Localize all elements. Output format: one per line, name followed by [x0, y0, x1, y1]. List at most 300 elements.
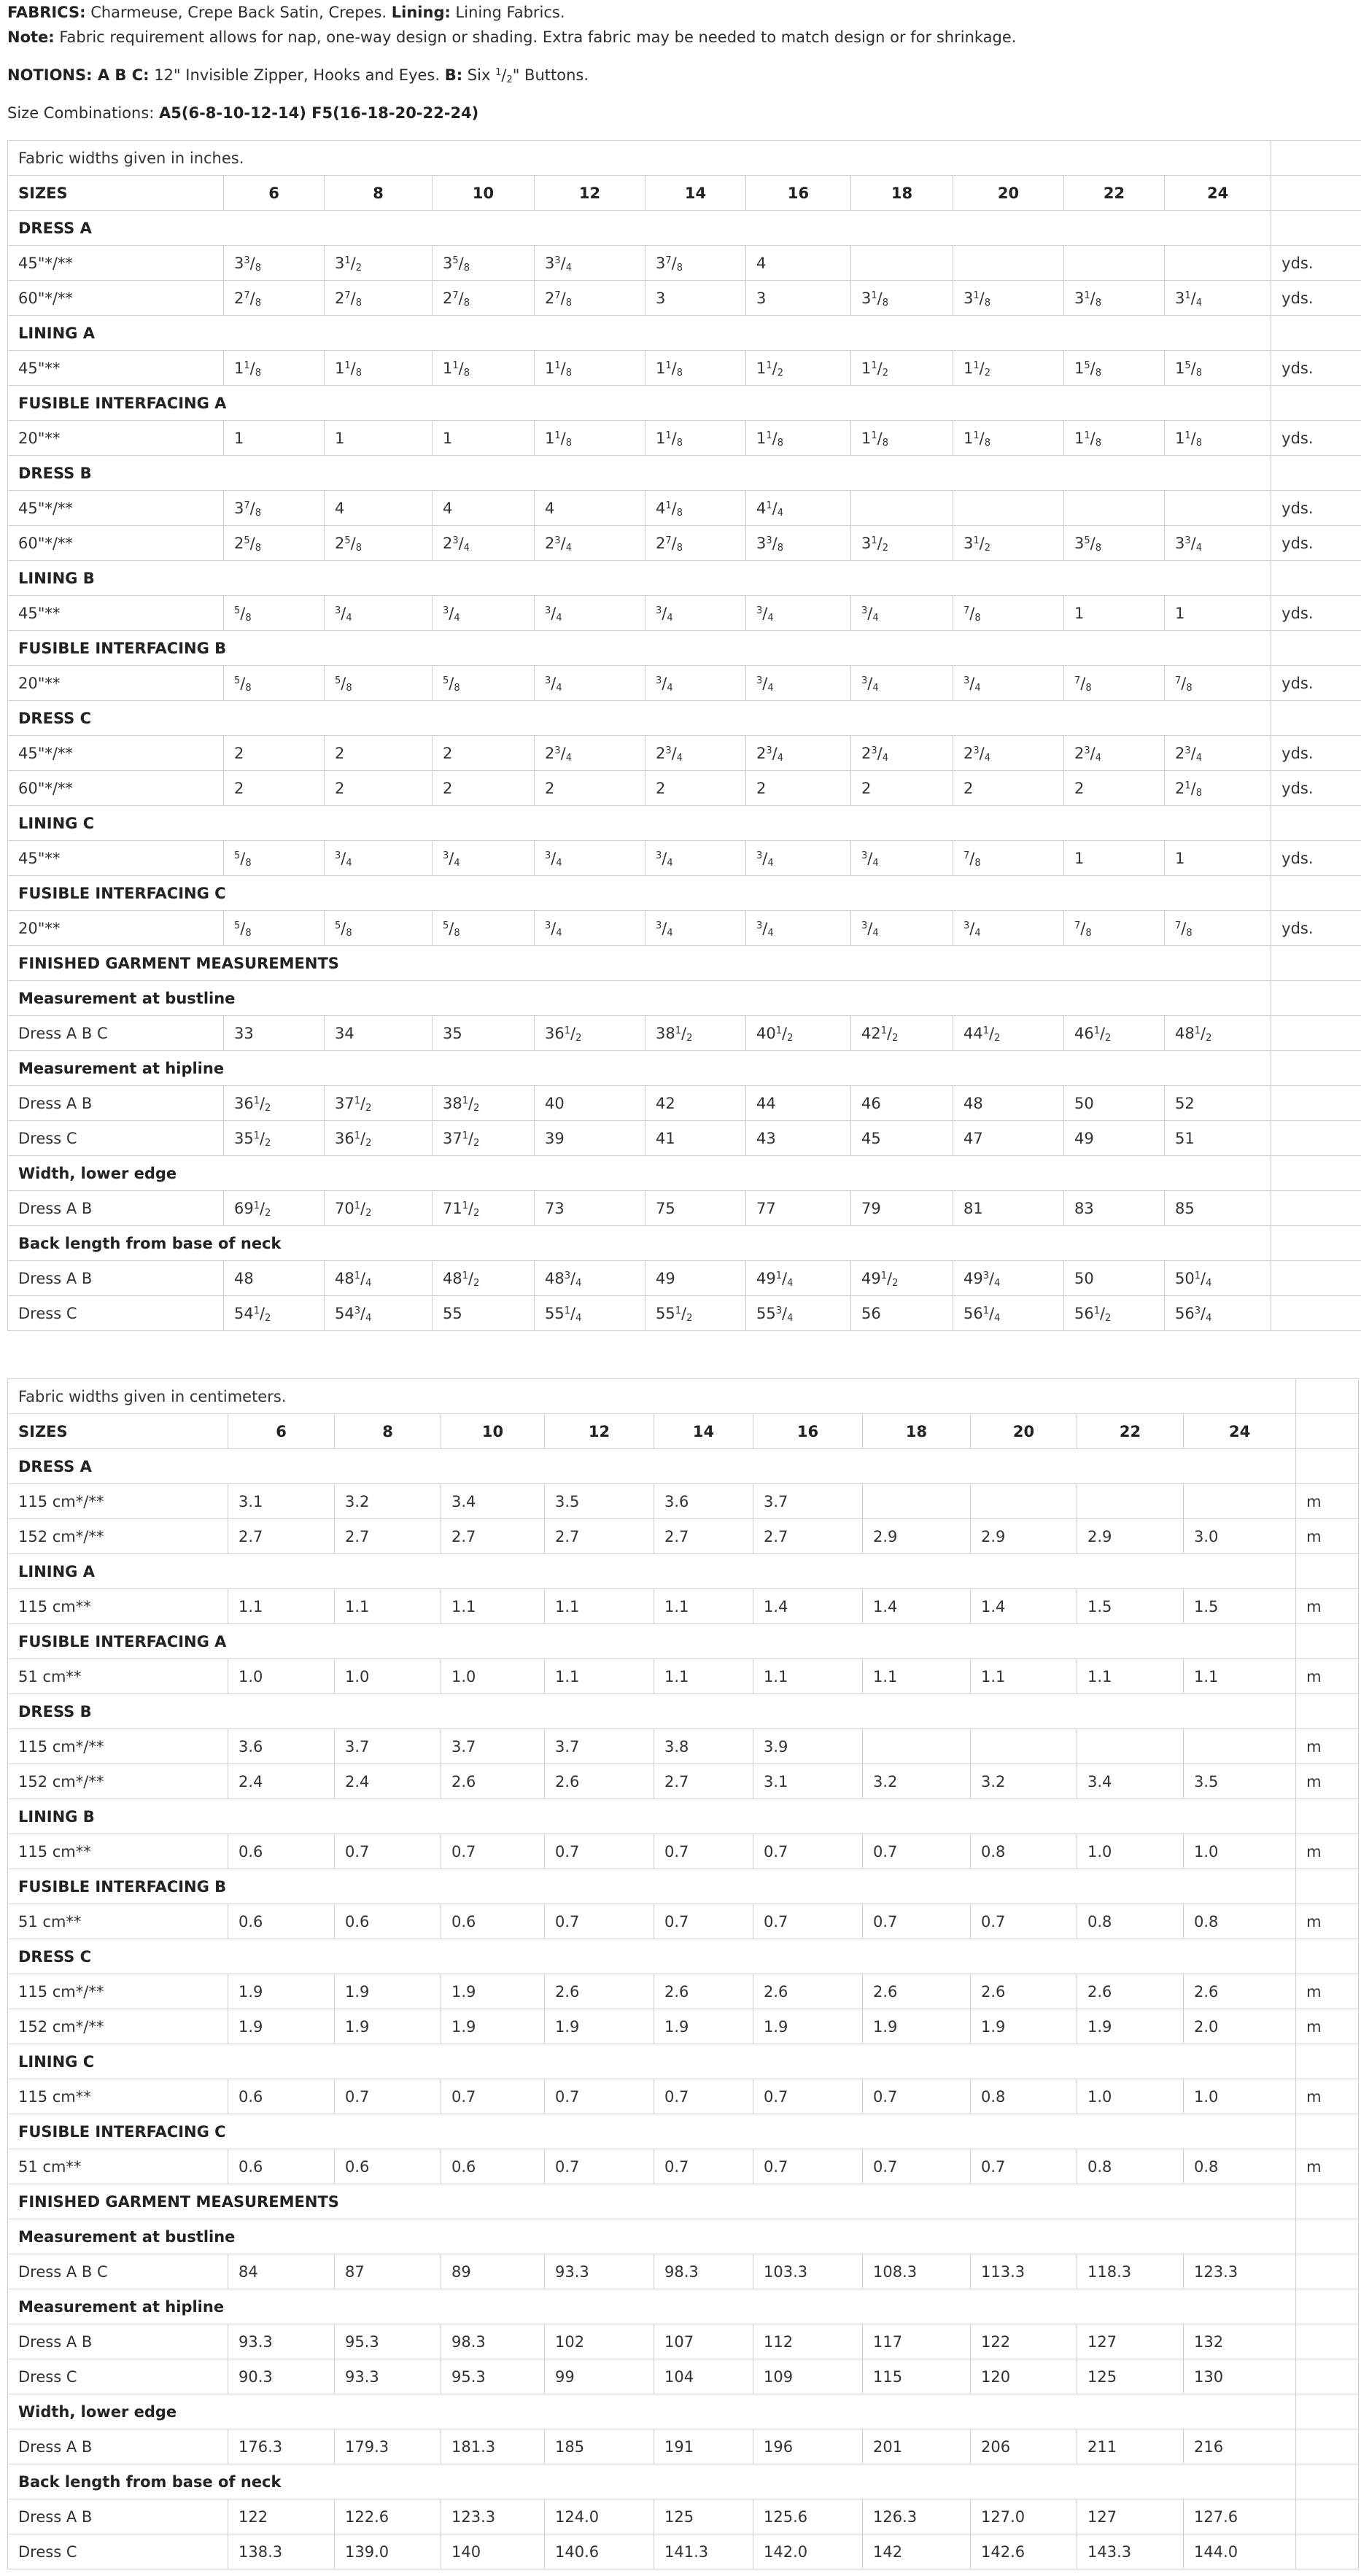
value-cell: 0.8 — [1077, 1904, 1184, 1939]
unit-cell — [1271, 1016, 1361, 1051]
value-cell: 125 — [654, 2499, 753, 2534]
value-cell: 1.1 — [654, 1659, 753, 1694]
table-row — [8, 2079, 1359, 2114]
value-cell: 3.7 — [545, 1729, 654, 1764]
value-cell: 123.3 — [1184, 2254, 1296, 2289]
row-label: Dress C — [8, 1296, 224, 1331]
value-cell: 2.9 — [1077, 1519, 1184, 1554]
value-cell: $44^1/_2$ — [953, 1016, 1064, 1051]
value-cell: 211 — [1077, 2429, 1184, 2464]
value-cell: 81 — [953, 1191, 1064, 1226]
value-cell: 104 — [654, 2359, 753, 2394]
value-cell: 140 — [441, 2534, 545, 2569]
value-cell: 39 — [535, 1121, 645, 1156]
value-cell: 127 — [1077, 2499, 1184, 2534]
value-cell: 109 — [753, 2359, 863, 2394]
value-cell — [1077, 1729, 1184, 1764]
value-cell: 1.1 — [545, 1659, 654, 1694]
value-cell: 2.7 — [441, 1519, 545, 1554]
value-cell: 2 — [746, 771, 851, 806]
value-cell — [953, 246, 1064, 281]
unit-cell: m — [1296, 2149, 1359, 2184]
row-label: 115 cm*/** — [8, 1974, 228, 2009]
value-cell: 1 — [325, 421, 433, 456]
value-cell: $1^5/_8$ — [1165, 351, 1271, 386]
value-cell: $^5/_8$ — [224, 666, 325, 701]
value-cell: 3.4 — [1077, 1764, 1184, 1799]
row-label: 115 cm** — [8, 1589, 228, 1624]
row-label: 51 cm** — [8, 2149, 228, 2184]
value-cell: 0.6 — [228, 1834, 335, 1869]
table-row — [8, 1659, 1359, 1694]
table-caption-row — [8, 1379, 1359, 1414]
value-cell: 216 — [1184, 2429, 1296, 2464]
value-cell — [1077, 1484, 1184, 1519]
row-label: Dress A B C — [8, 2254, 228, 2289]
value-cell: 4 — [325, 491, 433, 526]
value-cell: 93.3 — [545, 2254, 654, 2289]
value-cell: $37^1/_2$ — [325, 1086, 433, 1121]
value-cell: $^3/_4$ — [645, 596, 746, 631]
section-header-row — [8, 1939, 1359, 1974]
section-header-row — [8, 2464, 1359, 2499]
section-header-row — [8, 1694, 1359, 1729]
value-cell: $2^5/_8$ — [325, 526, 433, 561]
size-header-24: 24 — [1184, 1414, 1296, 1449]
value-cell — [851, 246, 953, 281]
value-cell: 1.9 — [753, 2009, 863, 2044]
section-title: FUSIBLE INTERFACING B — [8, 631, 1271, 666]
value-cell: $48^1/_4$ — [325, 1261, 433, 1296]
value-cell: 1.0 — [1077, 2079, 1184, 2114]
row-label: 60"*/** — [8, 771, 224, 806]
section-title: LINING B — [8, 561, 1271, 596]
value-cell: 1.9 — [228, 1974, 335, 2009]
value-cell: 77 — [746, 1191, 851, 1226]
value-cell: 3.1 — [228, 1484, 335, 1519]
value-cell: 123.3 — [441, 2499, 545, 2534]
value-cell: 127.6 — [1184, 2499, 1296, 2534]
value-cell: 83 — [1064, 1191, 1165, 1226]
value-cell: 0.6 — [228, 2079, 335, 2114]
table-row — [8, 911, 1361, 946]
note-line — [7, 25, 1349, 50]
row-label: 60"*/** — [8, 526, 224, 561]
value-cell: $2^7/_8$ — [325, 281, 433, 316]
value-cell: 0.7 — [863, 2079, 971, 2114]
value-cell: 0.6 — [441, 1904, 545, 1939]
section-title: FINISHED GARMENT MEASUREMENTS — [8, 2184, 1296, 2219]
value-cell: 1.9 — [441, 2009, 545, 2044]
value-cell: 143.3 — [1077, 2534, 1184, 2569]
value-cell: 1.0 — [1077, 1834, 1184, 1869]
value-cell: 0.6 — [335, 1904, 441, 1939]
table-row — [8, 1904, 1359, 1939]
value-cell: 0.7 — [654, 1904, 753, 1939]
table-row — [8, 1834, 1359, 1869]
value-cell: 1.9 — [654, 2009, 753, 2044]
value-cell: $49^1/_2$ — [851, 1261, 953, 1296]
section-title: LINING C — [8, 806, 1271, 841]
section-title: FUSIBLE INTERFACING C — [8, 2114, 1296, 2149]
value-cell: $^3/_4$ — [645, 841, 746, 876]
row-label: 45"** — [8, 351, 224, 386]
value-cell: 0.7 — [971, 2149, 1077, 2184]
row-label: 115 cm*/** — [8, 1484, 228, 1519]
section-header-row — [8, 316, 1361, 351]
section-header-row — [8, 1226, 1361, 1261]
value-cell: $^5/_8$ — [325, 666, 433, 701]
value-cell: $^7/_8$ — [953, 841, 1064, 876]
value-cell: 93.3 — [335, 2359, 441, 2394]
value-cell: 2.9 — [971, 1519, 1077, 1554]
value-cell — [1184, 1484, 1296, 1519]
section-header-row — [8, 1156, 1361, 1191]
value-cell: 0.7 — [335, 1834, 441, 1869]
value-cell: $^5/_8$ — [224, 596, 325, 631]
value-cell: 0.7 — [335, 2079, 441, 2114]
value-cell: $55^1/_2$ — [645, 1296, 746, 1331]
table-row — [8, 1086, 1361, 1121]
unit-cell — [1271, 1191, 1361, 1226]
value-cell: 139.0 — [335, 2534, 441, 2569]
value-cell: 73 — [535, 1191, 645, 1226]
row-label: 115 cm*/** — [8, 1729, 228, 1764]
value-cell: 0.7 — [545, 1834, 654, 1869]
size-header-24: 24 — [1165, 176, 1271, 211]
value-cell: 1.1 — [441, 1589, 545, 1624]
value-cell — [953, 491, 1064, 526]
value-cell: $^5/_8$ — [224, 911, 325, 946]
unit-cell: m — [1296, 1589, 1359, 1624]
value-cell: 142.6 — [971, 2534, 1077, 2569]
value-cell: $^3/_4$ — [746, 666, 851, 701]
unit-cell: yds. — [1271, 841, 1361, 876]
section-title: Width, lower edge — [8, 2394, 1296, 2429]
value-cell: 0.7 — [753, 1904, 863, 1939]
table-caption: Fabric widths given in inches. — [8, 141, 1271, 176]
value-cell: 1.0 — [441, 1659, 545, 1694]
value-cell: $2^7/_8$ — [645, 526, 746, 561]
table-caption-row — [8, 141, 1361, 176]
unit-cell: yds. — [1271, 666, 1361, 701]
value-cell: 2.7 — [753, 1519, 863, 1554]
value-cell: 196 — [753, 2429, 863, 2464]
value-cell: $3^3/_4$ — [535, 246, 645, 281]
value-cell: $42^1/_2$ — [851, 1016, 953, 1051]
size-combinations-value: A5(6-8-10-12-14) F5(16-18-20-22-24) — [159, 104, 479, 122]
row-label: Dress C — [8, 2359, 228, 2394]
value-cell: 0.7 — [971, 1904, 1077, 1939]
table-row — [8, 2534, 1359, 2569]
value-cell: $^7/_8$ — [1064, 911, 1165, 946]
value-cell: $54^3/_4$ — [325, 1296, 433, 1331]
value-cell: 206 — [971, 2429, 1077, 2464]
table-row — [8, 2429, 1359, 2464]
value-cell: $2^3/_4$ — [851, 736, 953, 771]
value-cell: 50 — [1064, 1086, 1165, 1121]
value-cell: 98.3 — [441, 2324, 545, 2359]
value-cell: $48^3/_4$ — [535, 1261, 645, 1296]
row-label: 60"*/** — [8, 281, 224, 316]
value-cell: 46 — [851, 1086, 953, 1121]
value-cell: 1.4 — [753, 1589, 863, 1624]
table-row — [8, 2149, 1359, 2184]
value-cell: 44 — [746, 1086, 851, 1121]
unit-cell: m — [1296, 2079, 1359, 2114]
value-cell: 1.0 — [1184, 1834, 1296, 1869]
value-cell: $^3/_4$ — [535, 596, 645, 631]
section-header-row — [8, 386, 1361, 421]
unit-column-blank — [1296, 2044, 1359, 2079]
value-cell: 0.7 — [863, 2149, 971, 2184]
value-cell: 2 — [433, 736, 535, 771]
notions-b-label: B: — [444, 66, 463, 84]
value-cell — [1064, 246, 1165, 281]
unit-column-blank — [1296, 2464, 1359, 2499]
value-cell: $^3/_4$ — [746, 841, 851, 876]
value-cell: 2 — [325, 736, 433, 771]
value-cell: $^3/_4$ — [851, 841, 953, 876]
value-cell: 2.7 — [545, 1519, 654, 1554]
value-cell: $35^1/_2$ — [224, 1121, 325, 1156]
section-header-row — [8, 2219, 1359, 2254]
value-cell: 1 — [1165, 841, 1271, 876]
value-cell: 2 — [1064, 771, 1165, 806]
section-header-row — [8, 1869, 1359, 1904]
value-cell: 138.3 — [228, 2534, 335, 2569]
size-combinations-label: Size Combinations: — [7, 104, 160, 122]
table-caption: Fabric widths given in centimeters. — [8, 1379, 1296, 1414]
value-cell: 125.6 — [753, 2499, 863, 2534]
notions-label: NOTIONS: A B C: — [7, 66, 150, 84]
value-cell: $3^3/_8$ — [224, 246, 325, 281]
row-label: 115 cm** — [8, 1834, 228, 1869]
size-header-18: 18 — [851, 176, 953, 211]
value-cell: 1.1 — [1184, 1659, 1296, 1694]
value-cell: 117 — [863, 2324, 971, 2359]
unit-cell — [1271, 1296, 1361, 1331]
unit-column-blank — [1296, 1624, 1359, 1659]
row-label: Dress A B — [8, 1261, 224, 1296]
value-cell: 85 — [1165, 1191, 1271, 1226]
row-label: Dress C — [8, 1121, 224, 1156]
value-cell: 45 — [851, 1121, 953, 1156]
value-cell: 181.3 — [441, 2429, 545, 2464]
value-cell: 0.6 — [335, 2149, 441, 2184]
value-cell: 126.3 — [863, 2499, 971, 2534]
value-cell: 87 — [335, 2254, 441, 2289]
value-cell: 34 — [325, 1016, 433, 1051]
value-cell: $^3/_4$ — [325, 841, 433, 876]
section-header-row — [8, 2289, 1359, 2324]
value-cell: 1.0 — [228, 1659, 335, 1694]
value-cell: 0.7 — [753, 1834, 863, 1869]
section-title: Back length from base of neck — [8, 2464, 1296, 2499]
value-cell: 1.9 — [441, 1974, 545, 2009]
value-cell: $1^1/_8$ — [1165, 421, 1271, 456]
table-row — [8, 2499, 1359, 2534]
value-cell: 0.8 — [971, 2079, 1077, 2114]
value-cell — [863, 1484, 971, 1519]
unit-cell: yds. — [1271, 491, 1361, 526]
value-cell: $55^3/_4$ — [746, 1296, 851, 1331]
value-cell: 1.1 — [654, 1589, 753, 1624]
table-row — [8, 1261, 1361, 1296]
value-cell: $^5/_8$ — [433, 666, 535, 701]
value-cell: 1 — [1064, 841, 1165, 876]
value-cell: 42 — [645, 1086, 746, 1121]
value-cell: 4 — [746, 246, 851, 281]
size-header-6: 6 — [228, 1414, 335, 1449]
value-cell: 2.6 — [654, 1974, 753, 2009]
section-title: FUSIBLE INTERFACING A — [8, 1624, 1296, 1659]
section-title: FUSIBLE INTERFACING B — [8, 1869, 1296, 1904]
value-cell: $2^3/_4$ — [746, 736, 851, 771]
section-header-row — [8, 561, 1361, 596]
table-row — [8, 596, 1361, 631]
section-header-row — [8, 701, 1361, 736]
unit-cell — [1271, 1261, 1361, 1296]
value-cell: 1.5 — [1184, 1589, 1296, 1624]
notions-line — [7, 63, 1349, 88]
value-cell: 142 — [863, 2534, 971, 2569]
value-cell: 1 — [224, 421, 325, 456]
value-cell: 2 — [325, 771, 433, 806]
value-cell: 2 — [535, 771, 645, 806]
row-label: 20"** — [8, 911, 224, 946]
notions-text: 12" Invisible Zipper, Hooks and Eyes. — [149, 66, 445, 84]
section-title: Measurement at bustline — [8, 2219, 1296, 2254]
unit-column-blank — [1296, 1379, 1359, 1414]
table-row — [8, 526, 1361, 561]
value-cell: 0.8 — [1184, 1904, 1296, 1939]
value-cell: $^3/_4$ — [851, 596, 953, 631]
value-cell: 3.2 — [335, 1484, 441, 1519]
value-cell: 47 — [953, 1121, 1064, 1156]
value-cell: $46^1/_2$ — [1064, 1016, 1165, 1051]
value-cell: 3.6 — [228, 1729, 335, 1764]
unit-cell: m — [1296, 1519, 1359, 1554]
value-cell: $37^1/_2$ — [433, 1121, 535, 1156]
section-title: LINING B — [8, 1799, 1296, 1834]
table-row — [8, 2009, 1359, 2044]
unit-cell: yds. — [1271, 526, 1361, 561]
value-cell: 2 — [851, 771, 953, 806]
value-cell: 1 — [1064, 596, 1165, 631]
value-cell: 0.7 — [545, 2149, 654, 2184]
section-header-row — [8, 2394, 1359, 2429]
value-cell: 185 — [545, 2429, 654, 2464]
value-cell: 3.2 — [971, 1764, 1077, 1799]
section-title: LINING A — [8, 316, 1271, 351]
table-row — [8, 1589, 1359, 1624]
unit-cell: yds. — [1271, 246, 1361, 281]
value-cell: $1^1/_8$ — [1064, 421, 1165, 456]
section-header-row — [8, 806, 1361, 841]
value-cell: $2^3/_4$ — [645, 736, 746, 771]
value-cell: 84 — [228, 2254, 335, 2289]
value-cell: 95.3 — [335, 2324, 441, 2359]
table-row — [8, 1191, 1361, 1226]
unit-column-blank — [1271, 176, 1361, 211]
unit-column-blank — [1296, 2184, 1359, 2219]
table-row — [8, 491, 1361, 526]
value-cell: 0.7 — [863, 1834, 971, 1869]
unit-cell: yds. — [1271, 351, 1361, 386]
sizes-header-row — [8, 1414, 1359, 1449]
value-cell: 2.6 — [545, 1764, 654, 1799]
unit-cell: yds. — [1271, 596, 1361, 631]
value-cell: $^5/_8$ — [224, 841, 325, 876]
value-cell: 79 — [851, 1191, 953, 1226]
value-cell: $1^1/_8$ — [851, 421, 953, 456]
unit-column-blank — [1296, 1449, 1359, 1484]
value-cell: $3^1/_2$ — [953, 526, 1064, 561]
section-title: FUSIBLE INTERFACING A — [8, 386, 1271, 421]
section-header-row — [8, 631, 1361, 666]
size-header-8: 8 — [325, 176, 433, 211]
value-cell: 130 — [1184, 2359, 1296, 2394]
unit-cell: m — [1296, 1484, 1359, 1519]
value-cell: $1^1/_2$ — [953, 351, 1064, 386]
value-cell: $^3/_4$ — [851, 666, 953, 701]
size-header-12: 12 — [535, 176, 645, 211]
note-text: Fabric requirement allows for nap, one-way design or shading. Extra fabric may be needed to match design or for shrinkage. — [54, 28, 1017, 46]
value-cell: 48 — [953, 1086, 1064, 1121]
size-header-20: 20 — [971, 1414, 1077, 1449]
section-title: LINING A — [8, 1554, 1296, 1589]
table-row — [8, 841, 1361, 876]
table-row — [8, 2254, 1359, 2289]
value-cell: 90.3 — [228, 2359, 335, 2394]
value-cell: 98.3 — [654, 2254, 753, 2289]
value-cell: $3^1/_2$ — [325, 246, 433, 281]
table-row — [8, 736, 1361, 771]
value-cell: $3^1/_2$ — [851, 526, 953, 561]
value-cell: 0.7 — [863, 1904, 971, 1939]
value-cell: $3^7/_8$ — [224, 491, 325, 526]
value-cell: 2 — [224, 736, 325, 771]
value-cell: $55^1/_4$ — [535, 1296, 645, 1331]
lining-text: Lining Fabrics. — [450, 4, 565, 21]
value-cell: $2^7/_8$ — [535, 281, 645, 316]
value-cell: $3^3/_4$ — [1165, 526, 1271, 561]
table-row — [8, 1296, 1361, 1331]
unit-column-blank — [1296, 2289, 1359, 2324]
table-row — [8, 281, 1361, 316]
value-cell: 2.9 — [863, 1519, 971, 1554]
row-label: 45"*/** — [8, 246, 224, 281]
row-label: 45"*/** — [8, 736, 224, 771]
value-cell: 1.1 — [1077, 1659, 1184, 1694]
table-row — [8, 1016, 1361, 1051]
value-cell: $^3/_4$ — [325, 596, 433, 631]
unit-column-blank — [1296, 1414, 1359, 1449]
value-cell: $36^1/_2$ — [535, 1016, 645, 1051]
unit-cell — [1271, 1086, 1361, 1121]
value-cell: 35 — [433, 1016, 535, 1051]
value-cell: 1.1 — [545, 1589, 654, 1624]
row-label: Dress A B — [8, 1191, 224, 1226]
value-cell: $3^5/_8$ — [1064, 526, 1165, 561]
value-cell: 52 — [1165, 1086, 1271, 1121]
value-cell: 50 — [1064, 1261, 1165, 1296]
value-cell: $2^1/_8$ — [1165, 771, 1271, 806]
value-cell: 4 — [433, 491, 535, 526]
value-cell: $3^1/_4$ — [1165, 281, 1271, 316]
unit-cell — [1296, 2254, 1359, 2289]
